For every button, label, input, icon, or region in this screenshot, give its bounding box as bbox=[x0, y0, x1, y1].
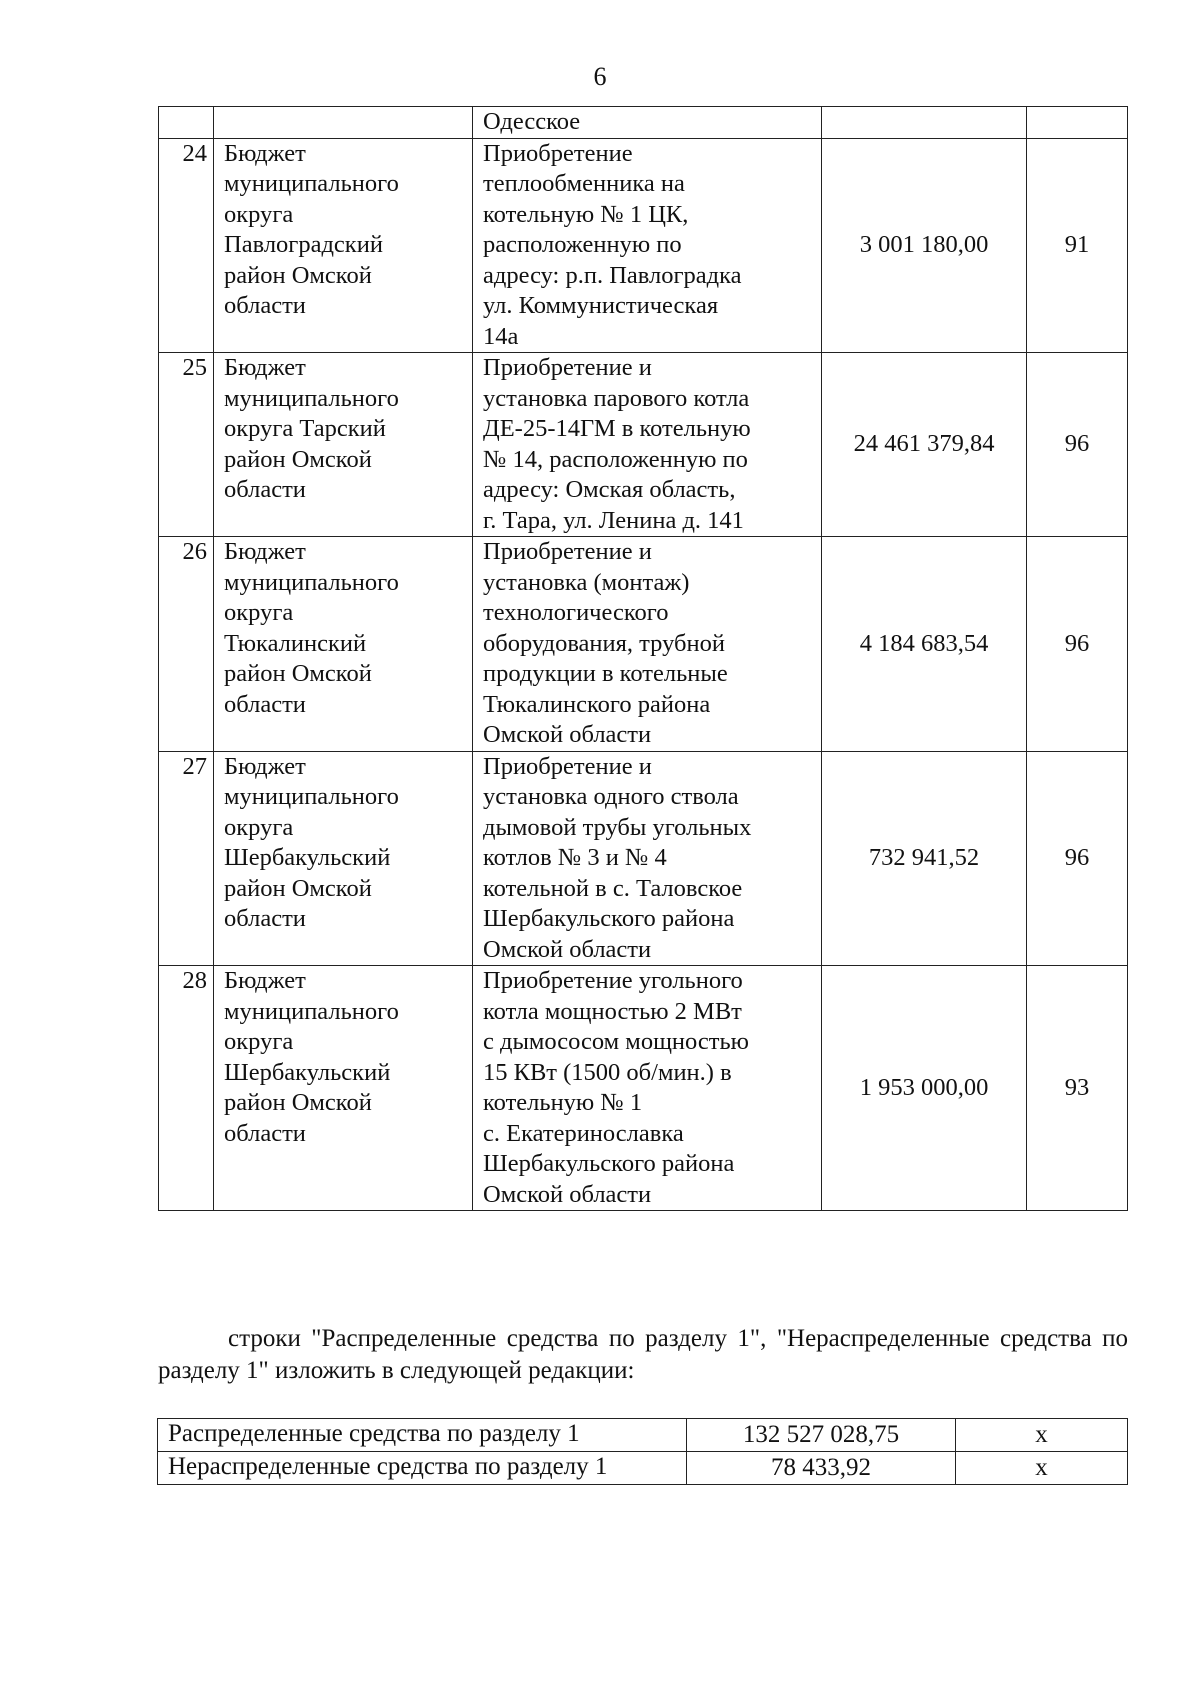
description-cell bbox=[473, 138, 822, 353]
description-cell-line: котла мощностью 2 МВт bbox=[483, 997, 742, 1025]
description-cell-line: установка парового котла bbox=[483, 384, 750, 412]
budget-cell-line: округа bbox=[224, 200, 294, 228]
description-cell-line: адресу: Омская область, bbox=[483, 476, 736, 503]
description-cell-line: продукции в котельные bbox=[483, 660, 728, 687]
row-number bbox=[159, 107, 214, 139]
table-row bbox=[159, 966, 1128, 1211]
row-number: 24 bbox=[159, 138, 214, 353]
budget-cell-line: Бюджет bbox=[224, 139, 306, 167]
amount-cell: 24 461 379,84 bbox=[822, 353, 1027, 537]
row-number: 25 bbox=[159, 353, 214, 537]
description-cell-line: Омской области bbox=[483, 935, 652, 963]
amount-cell: 4 184 683,54 bbox=[822, 537, 1027, 752]
budget-cell-line: области bbox=[224, 1119, 306, 1147]
budget-cell-line: муниципального bbox=[224, 568, 399, 596]
budget-cell-line: Шербакульский bbox=[224, 1058, 391, 1086]
summary-value: 132 527 028,75 bbox=[687, 1419, 956, 1452]
description-cell-line: технологического bbox=[483, 599, 669, 626]
budget-cell-line: округа Тарский bbox=[224, 415, 386, 442]
row-number: 28 bbox=[159, 966, 214, 1211]
budget-cell-line: район Омской bbox=[224, 261, 372, 289]
description-cell-line: установка (монтаж) bbox=[483, 568, 690, 596]
table-row bbox=[159, 138, 1128, 353]
table-row bbox=[159, 537, 1128, 752]
budget-cell-line: Бюджет bbox=[224, 752, 306, 780]
amendment-paragraph bbox=[158, 1323, 1128, 1387]
budget-cell bbox=[214, 353, 473, 537]
description-cell-line: расположенную по bbox=[483, 231, 682, 258]
allocation-table bbox=[158, 106, 1128, 1211]
table-row bbox=[159, 751, 1128, 966]
description-cell-line: Приобретение и bbox=[483, 354, 652, 381]
description-cell-line: Приобретение и bbox=[483, 752, 652, 780]
percent-cell: 96 bbox=[1027, 537, 1128, 752]
description-cell bbox=[473, 107, 822, 139]
description-cell-line: оборудования, трубной bbox=[483, 629, 725, 657]
summary-row bbox=[158, 1419, 1128, 1452]
description-cell-line: котлов № 3 и № 4 bbox=[483, 844, 667, 871]
budget-cell-line: район Омской bbox=[224, 874, 372, 902]
description-cell-line: № 14, расположенную по bbox=[483, 445, 748, 473]
budget-cell-line: муниципального bbox=[224, 170, 399, 197]
amount-cell: 732 941,52 bbox=[822, 751, 1027, 966]
budget-cell bbox=[214, 537, 473, 752]
description-cell-line: Приобретение и bbox=[483, 538, 652, 565]
description-cell-line: Одесское bbox=[483, 108, 581, 135]
table-row bbox=[159, 107, 1128, 139]
summary-value: 78 433,92 bbox=[687, 1452, 956, 1485]
summary-row bbox=[158, 1452, 1128, 1485]
description-cell-line: Омской области bbox=[483, 721, 652, 748]
budget-cell-line: округа bbox=[224, 813, 294, 841]
description-cell-line: котельную № 1 bbox=[483, 1089, 643, 1116]
row-number: 26 bbox=[159, 537, 214, 752]
description-cell-line: Омской области bbox=[483, 1180, 652, 1208]
percent-cell bbox=[1027, 107, 1128, 139]
summary-label: Нераспределенные средства по разделу 1 bbox=[158, 1452, 687, 1485]
percent-cell: 91 bbox=[1027, 138, 1128, 353]
description-cell-line: Шербакульского района bbox=[483, 1150, 735, 1177]
description-cell-line: котельную № 1 ЦК, bbox=[483, 200, 689, 228]
budget-cell-line: Тюкалинский bbox=[224, 629, 367, 657]
description-cell-line: ДЕ-25-14ГМ в котельную bbox=[483, 415, 751, 442]
description-cell-line: дымовой трубы угольных bbox=[483, 813, 752, 841]
budget-cell-line: район Омской bbox=[224, 1089, 372, 1116]
budget-cell-line: округа bbox=[224, 599, 294, 626]
description-cell-line: Шербакульского района bbox=[483, 905, 735, 932]
table-row bbox=[159, 353, 1128, 537]
page-number: 6 bbox=[593, 62, 607, 91]
description-cell bbox=[473, 751, 822, 966]
description-cell-line: 14а bbox=[483, 322, 519, 350]
amount-cell: 3 001 180,00 bbox=[822, 138, 1027, 353]
budget-cell bbox=[214, 751, 473, 966]
summary-mark: х bbox=[956, 1452, 1128, 1485]
description-cell bbox=[473, 537, 822, 752]
budget-cell-line: Бюджет bbox=[224, 538, 306, 565]
budget-cell-line: муниципального bbox=[224, 783, 399, 810]
percent-cell: 93 bbox=[1027, 966, 1128, 1211]
budget-cell-line: области bbox=[224, 476, 306, 503]
budget-cell-line: муниципального bbox=[224, 997, 399, 1025]
amount-cell: 1 953 000,00 bbox=[822, 966, 1027, 1211]
description-cell-line: с. Екатеринославка bbox=[483, 1119, 684, 1147]
budget-cell-line: Павлоградский bbox=[224, 231, 383, 258]
budget-cell-line: Бюджет bbox=[224, 967, 306, 994]
description-cell-line: теплообменника на bbox=[483, 170, 685, 197]
percent-cell: 96 bbox=[1027, 751, 1128, 966]
description-cell-line: ул. Коммунистическая bbox=[483, 292, 719, 319]
description-cell bbox=[473, 966, 822, 1211]
description-cell bbox=[473, 353, 822, 537]
budget-cell-line: муниципального bbox=[224, 384, 399, 412]
budget-cell bbox=[214, 107, 473, 139]
description-cell-line: с дымососом мощностью bbox=[483, 1028, 749, 1055]
budget-cell-line: области bbox=[224, 292, 306, 319]
budget-cell bbox=[214, 138, 473, 353]
description-cell-line: г. Тара, ул. Ленина д. 141 bbox=[483, 506, 744, 534]
amount-cell bbox=[822, 107, 1027, 139]
description-cell-line: Приобретение угольного bbox=[483, 967, 743, 994]
budget-cell-line: район Омской bbox=[224, 660, 372, 687]
description-cell-line: 15 КВт (1500 об/мин.) в bbox=[483, 1058, 732, 1086]
budget-cell-line: округа bbox=[224, 1028, 294, 1055]
description-cell-line: Тюкалинского района bbox=[483, 690, 711, 718]
percent-cell: 96 bbox=[1027, 353, 1128, 537]
description-cell-line: котельной в с. Таловское bbox=[483, 874, 743, 902]
budget-cell bbox=[214, 966, 473, 1211]
budget-cell-line: район Омской bbox=[224, 445, 372, 473]
budget-cell-line: области bbox=[224, 690, 306, 718]
description-cell-line: адресу: р.п. Павлоградка bbox=[483, 261, 742, 289]
amendment-text: строки "Распределенные средства по разделу 1", "Нераспределенные средства по разделу 1" изложить в следующей редакции: bbox=[158, 1325, 1128, 1384]
budget-cell-line: Шербакульский bbox=[224, 844, 391, 871]
summary-mark: х bbox=[956, 1419, 1128, 1452]
summary-label: Распределенные средства по разделу 1 bbox=[158, 1419, 687, 1452]
summary-table bbox=[157, 1418, 1128, 1485]
budget-cell-line: области bbox=[224, 905, 306, 932]
description-cell-line: Приобретение bbox=[483, 139, 633, 167]
description-cell-line: установка одного ствола bbox=[483, 783, 739, 810]
row-number: 27 bbox=[159, 751, 214, 966]
budget-cell-line: Бюджет bbox=[224, 354, 306, 381]
